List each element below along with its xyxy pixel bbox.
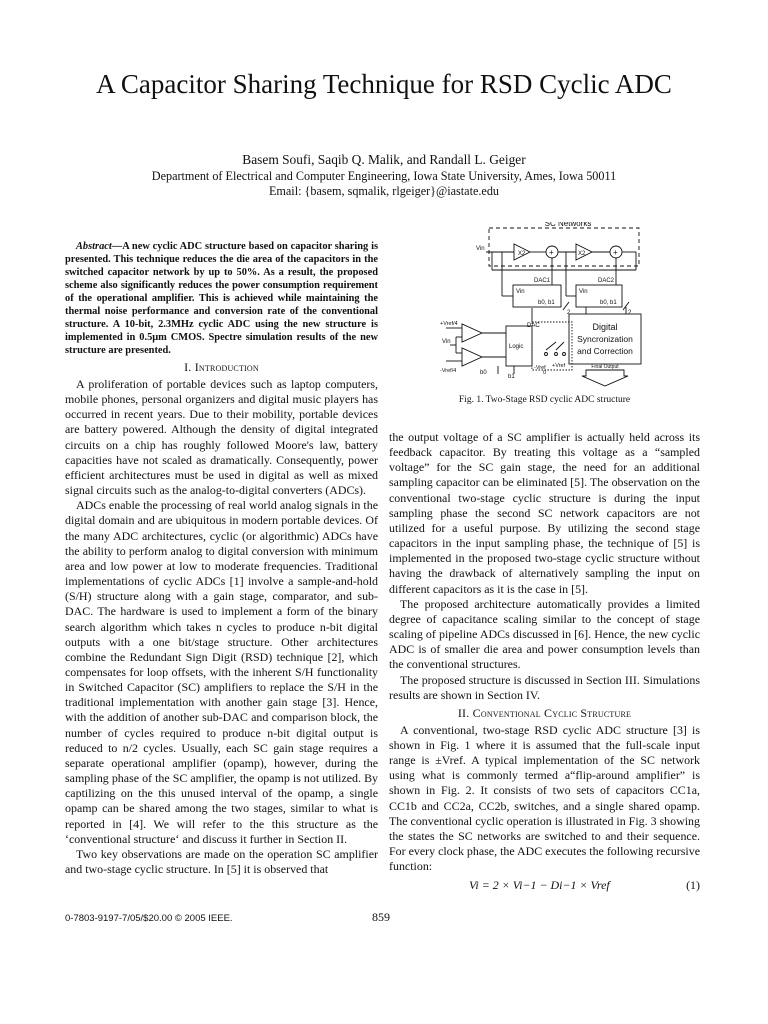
label-two-1: 2	[567, 310, 571, 316]
label-vref4-pos: +Vref/4	[440, 321, 458, 327]
label-plus-2: +	[613, 248, 618, 257]
label-vin-dac2: Vin	[579, 289, 588, 295]
page-number: 859	[372, 910, 390, 924]
label-dac: DAC	[527, 323, 540, 329]
figure-1	[436, 222, 656, 390]
label-b0: b0	[480, 370, 487, 376]
right-column	[389, 430, 700, 894]
label-final-output: Final Output	[591, 364, 619, 370]
label-plus-1: +	[549, 248, 554, 257]
label-x2a: X2	[518, 251, 526, 257]
label-digital-1: Digital	[592, 322, 618, 332]
label-vref4-neg: -Vref/4	[440, 368, 457, 374]
abstract-text: A new cyclic ADC structure based on capacitor sharing is presented. This technique reduces the die area of the capacitors in the switched capacitor network by up to 50%. As a result, the proposed scheme also significantly reduces the power consumption requirement of the operational amplifier. This is achieved while maintaining the thermal noise performance and conversion rate of the conventional structure. A 10-bit, 2.3MHz cyclic ADC using the new structure is implemented in 0.5μm CMOS. Spectre simulation results of the new structure are presented.	[65, 241, 378, 356]
label-vref-neg: -Vref	[534, 365, 546, 371]
footer-copyright: 0-7803-9197-7/05/$20.00 © 2005 IEEE.	[65, 913, 233, 924]
affiliation: Department of Electrical and Computer Engineering, Iowa State University, Ames, Iowa 50011	[151, 169, 617, 183]
equation-number: (1)	[686, 878, 700, 893]
sc-networks-box	[489, 228, 639, 266]
label-dac2: DAC2	[598, 278, 615, 284]
label-digital-3: and Correction	[577, 346, 633, 356]
label-vin-comparator: Vin	[442, 339, 451, 345]
label-two-2: 2	[628, 310, 632, 316]
section-heading-conventional: II. Conventional Cyclic Structure	[457, 705, 632, 720]
abstract-label: Abstract—	[76, 241, 123, 252]
email: Email: {basem, sqmalik, rlgeiger}@iastate.edu	[268, 184, 500, 198]
comparator-1-shape	[462, 324, 482, 342]
paper-title	[0, 66, 768, 102]
label-zero: 0	[543, 370, 547, 376]
final-output-arrow	[582, 370, 628, 386]
right-paragraph-2: The proposed architecture automatically provides a limited degree of capacitance scaling similar to the concept of stage scaling of pipeline ADCs discussed in [6]. Hence, the new cyclic ADC is of smaller die area and power consumption levels than the conventional structures.	[389, 596, 700, 672]
right-paragraph-1: the output voltage of a SC amplifier is actually held across its feedback capacitor. By treating this voltage as a “sampled voltage” for the SC gain stage, the need for an additional sampling capacitor can be eliminated [5]. The observation on the conventional two-stage cyclic structure is during the input sampling phase the second SC network capacitors are not utilized for a useful purpose. By utilizing the second stage capacitors in the input sampling phase, the technique of [5] is implemented in the proposed two-stage cyclic structure without having the drawback of alternatively sampling the input on different capacitors as it is the case in [5].	[389, 430, 700, 596]
label-vin-dac1: Vin	[516, 289, 525, 295]
label-b1: b1	[508, 374, 515, 380]
authors: Basem Soufi, Saqib Q. Malik, and Randall L. Geiger	[242, 152, 526, 167]
label-b0b1-dac1: b0, b1	[538, 300, 555, 306]
equation-text: Vi = 2 × Vi−1 − Di−1 × Vref	[469, 878, 610, 893]
equation-1	[389, 878, 700, 893]
title-text: A Capacitor Sharing Technique for RSD Cyclic ADC	[96, 69, 672, 99]
abstract	[65, 240, 378, 357]
figure-caption: Fig. 1. Two-Stage RSD cyclic ADC structure	[458, 395, 631, 405]
intro-paragraph-3: Two key observations are made on the operation SC amplifier and two-stage cyclic structure. In [5] it is observed that	[65, 846, 378, 876]
right-paragraph-3: The proposed structure is discussed in Section III. Simulations results are shown in Section IV.	[389, 672, 700, 702]
intro-paragraph-1: A proliferation of portable devices such as laptop computers, mobile phones, personal organizers and digital music players has occurred in recent years. Due to their mobility, portable devices are battery powered. Although the density of digital integrated circuits on a chip has roughly followed Moore's law, battery capacities have not scaled as dramatically. Consequently, power efficient architectures must be used in digital as well as mixed signal circuits such as the analog-to-digital converters (ADCs).	[65, 377, 378, 498]
intro-paragraph-2: ADCs enable the processing of real world analog signals in the digital domain and are ubiquitous in modern portable devices. Of the many ADC architectures, cyclic (or algorithmic) ADCs have the ability to perform analog to digital conversion with minimum area and low power at low to moderate frequencies. Traditional implementations of cyclic ADCs [1] involve a sample-and-hold (S/H) structure along with a gain stage, comparator, and sub-DAC. The hardware is used to implement a form of the binary search algorithm which takes n cycles to produce n-bit digital outputs with a one bit/stage structure. Other architectures combine the Redundant Sign Digit (RSD) technique [2], which compensates for loop offsets, with the inherent S/H functionality in Switched Capacitor (SC) amplifiers to replace the S/H in the traditional implementation with another gain stage [3]. Hence, with the addition of another sub-DAC and comparison block, the number of cycles required to produce n-bit digital output is reduced to n/2 cycles. Usually, each SC gain stage requires a separate operational amplifier (opamp), however, during the sampling phase of the SC amplifier, the opamp is not utilized. By captilizing on the this unused interval of the opamp, a single opamp can be shared among the two stages, similar to what is reported in [4]. We will refer to the this structure as the ‘conventional structure‘ and discuss it further in Section II.	[65, 498, 378, 846]
right-paragraph-4: A conventional, two-stage RSD cyclic ADC structure [3] is shown in Fig. 1 where it is assumed that the full-scale input range is ±Vref. A typical implementation of the SC network using what is commonly termed a“flip-around amplifier” is shown in Fig. 2. It consists of two sets of capacitors CC1a, CC1b and CC2a, CC2b, switches, and a single shared opamp. The conventional cyclic operation is illustrated in Fig. 3 showing the states the SC networks are switched to and their sequence. For every clock phase, the ADC executes the following recursive function:	[389, 722, 700, 874]
section-heading-introduction: I. Introduction	[184, 360, 259, 374]
label-vin: Vin	[476, 246, 485, 252]
label-x2b: X2	[578, 251, 586, 257]
comparator-2-shape	[462, 348, 482, 366]
label-digital-2: Syncronization	[577, 334, 633, 344]
label-sc-networks: SC Networks	[544, 222, 592, 228]
label-b0b1-dac2: b0, b1	[600, 300, 617, 306]
label-vref-pos: +Vref	[552, 363, 566, 369]
label-logic: Logic	[509, 344, 524, 350]
left-column	[65, 240, 378, 877]
label-dac1: DAC1	[534, 278, 551, 284]
adc-block-diagram	[436, 222, 656, 390]
